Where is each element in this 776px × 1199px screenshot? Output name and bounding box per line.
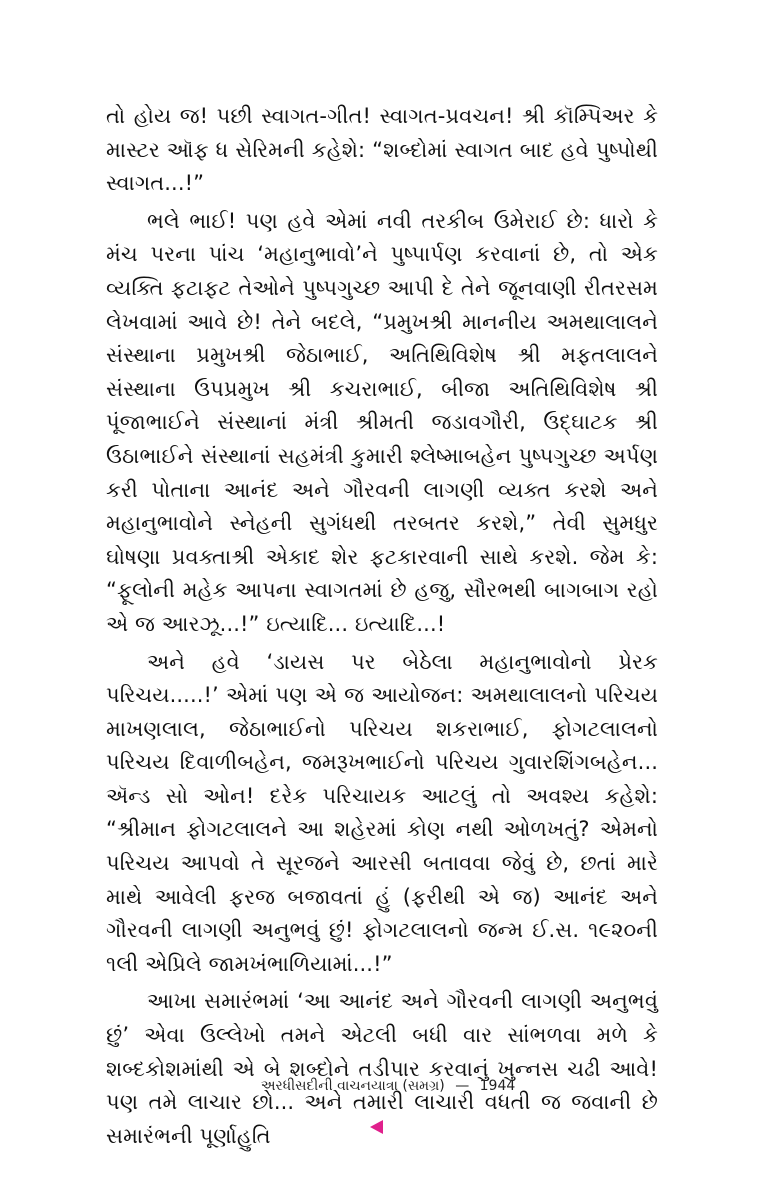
footer-dash: — bbox=[455, 1078, 470, 1094]
footer-page-number: 1944 bbox=[479, 1078, 516, 1094]
paragraph-4: આખા સમારંભમાં ‘આ આનંદ અને ગૌરવની લાગણી અનુભવું છું’ એવા ઉલ્લેખો તમને એટલી બધી વાર સાંભળવા મળે કે શબ્દકોશમાંથી એ બે શબ્દોને તડીપાર કરવાનું ખુન્નસ ચઢી આવે! પણ તમે લાચાર છો... અને તમારી લાચારી વધતી જ જવાની છે સમારંભની પૂર્ણાહુતિ bbox=[106, 989, 658, 1148]
document-page bbox=[106, 100, 658, 1157]
footer-book-title: અરધીસદીની વાચનયાત્રા (સમગ્ર) bbox=[260, 1078, 445, 1094]
paragraph-2: ભલે ભાઈ! પણ હવે એમાં નવી તરકીબ ઉમેરાઈ છે: ધારો કે મંચ પરના પાંચ ‘મહાનુભાવો’ને પુષ્પાર્પણ કરવાનાં છે, તો એક વ્યક્તિ ફટાફટ તેઓને પુષ્પગુચ્છ આપી દે તેને જૂનવાણી રીતરસમ લેખવામાં આવે છે! તેને બદલે, “પ્રમુખશ્રી માનનીય અમથાલાલને સંસ્થાના પ્રમુખશ્રી જેઠાભાઈ, અતિથિવિશેષ શ્રી મફતલાલને સંસ્થાના ઉપપ્રમુખ શ્રી કચરાભાઈ, બીજા અતિથિવિશેષ શ્રી પૂંજાભાઈને સંસ્થાનાં મંત્રી શ્રીમતી જડાવગૌરી, ઉદ્ઘાટક શ્રી ઉઠાભાઈને સંસ્થાનાં સહમંત્રી કુમારી શ્લેષ્માબહેન પુષ્પગુચ્છ અર્પણ કરી પોતાના આનંદ અને ગૌરવની લાગણી વ્યક્ત કરશે અને મહાનુભાવોને સ્નેહની સુગંધથી તરબતર કરશે,” તેવી સુમધુર ઘોષણા પ્રવક્તાશ્રી એકાદ શેર ફટકારવાની સાથે કરશે. જેમ કે: “ફૂલોની મહેક આપના સ્વાગતમાં છે હજુ, સૌરભથી બાગબાગ રહો એ જ આરઝૂ...!” ઇત્યાદિ... ઇત્યાદિ...! bbox=[106, 208, 658, 636]
previous-page-icon[interactable] bbox=[370, 1120, 383, 1134]
page-footer bbox=[0, 1078, 776, 1094]
paragraph-3: અને હવે ‘ડાયસ પર બેઠેલા મહાનુભાવોનો પ્રેરક પરિચય.....!’ એમાં પણ એ જ આયોજન: અમથાલાલનો પરિચય માખણલાલ, જેઠાભાઈનો પરિચય શકરાભાઈ, ફોગટલાલનો પરિચય દિવાળીબહેન, જમરૂખભાઈનો પરિચય ગુવારશિંગબહેન... ઍન્ડ સો ઓન! દરેક પરિચાયક આટલું તો અવશ્ય કહેશે: “શ્રીમાન ફોગટલાલને આ શહેરમાં કોણ નથી ઓળખતું? એમનો પરિચય આપવો તે સૂરજને આરસી બતાવવા જેવું છે, છતાં મારે માથે આવેલી ફરજ બજાવતાં હું (ફરીથી એ જ) આનંદ અને ગૌરવની લાગણી અનુભવું છું! ફોગટલાલનો જન્મ ઈ.સ. ૧૯૨૦ની ૧લી એપ્રિલે જામખંભાળિયામાં...!” bbox=[106, 649, 658, 976]
paragraph-1: તો હોય જ! પછી સ્વાગત-ગીત! સ્વાગત-પ્રવચન! શ્રી કૉમ્પિઅર કે માસ્ટર ઑફ ધ સેરિમની કહેશે: “શબ્દોમાં સ્વાગત બાદ હવે પુષ્પોથી સ્વાગત...!” bbox=[106, 104, 658, 196]
